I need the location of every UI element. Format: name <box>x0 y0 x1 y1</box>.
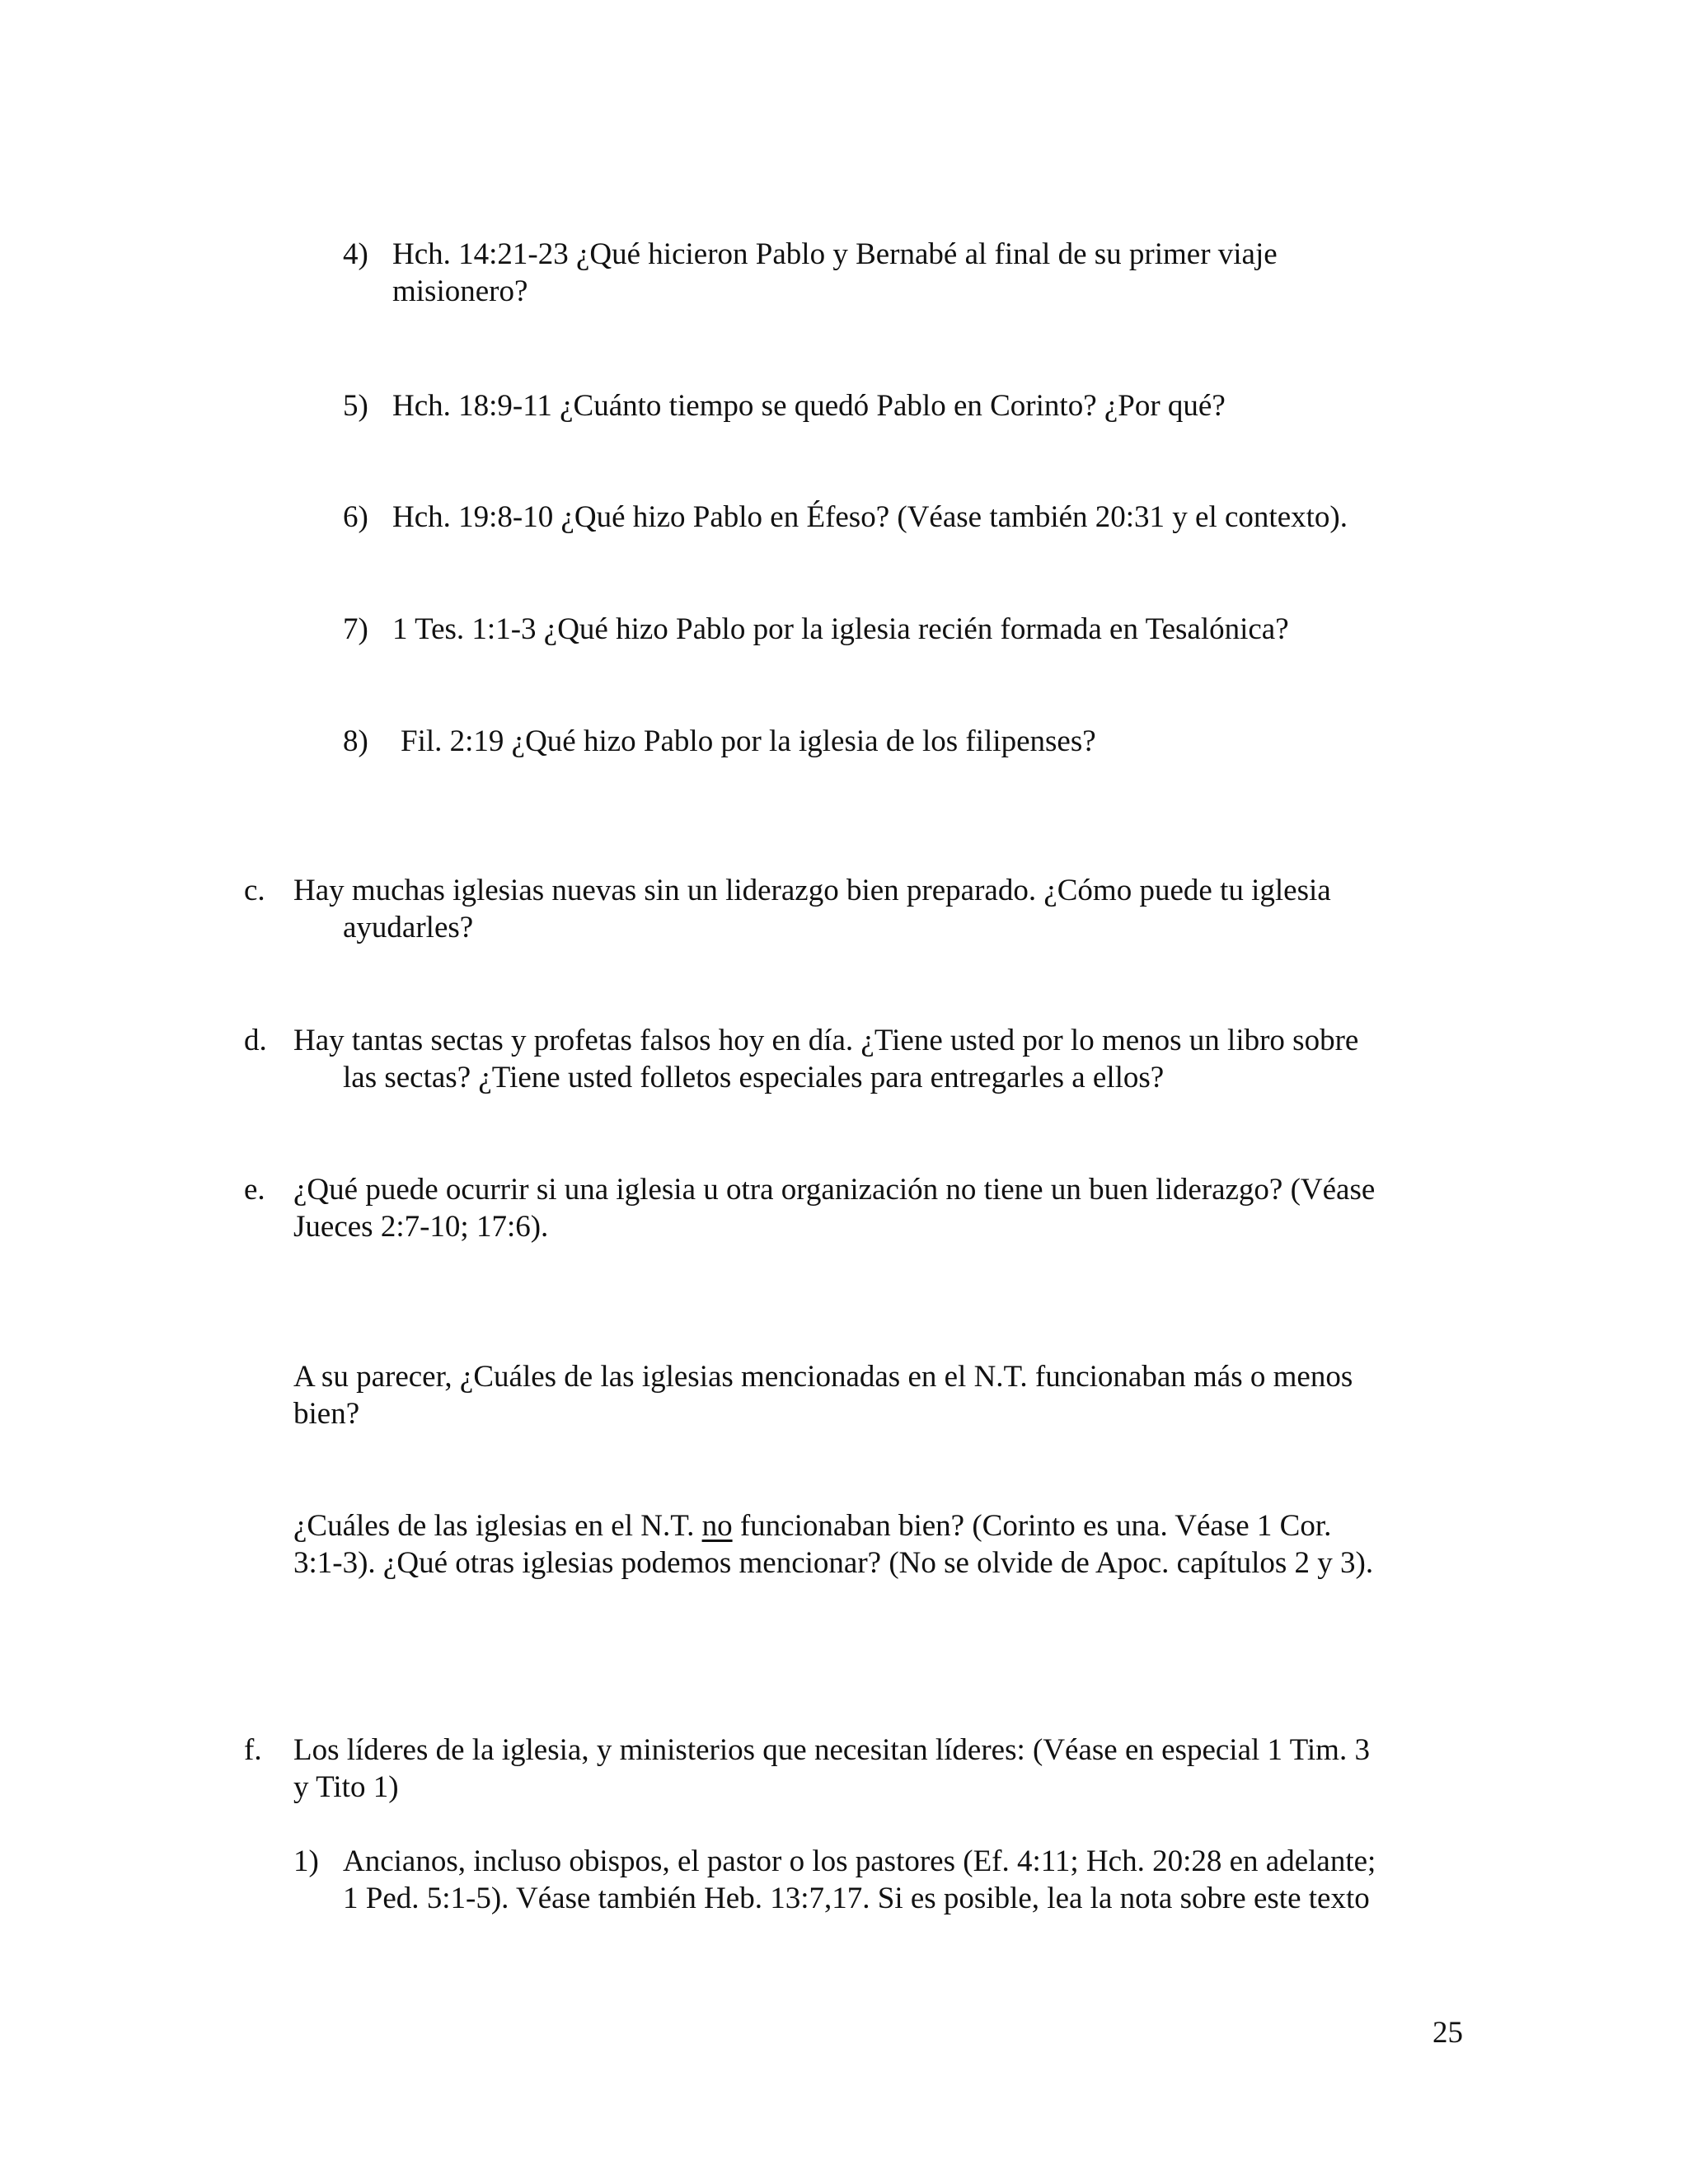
item-text-line: las sectas? ¿Tiene usted folletos especiales para entregarles a ellos? <box>343 1061 1165 1094</box>
item-text-line: Jueces 2:7-10; 17:6). <box>293 1210 549 1244</box>
item-number: 5) <box>343 389 368 423</box>
item-letter: f. <box>244 1733 262 1767</box>
item-text-line: Hay tantas sectas y profetas falsos hoy en día. ¿Tiene usted por lo menos un libro sobre <box>293 1024 1359 1057</box>
item-number: 4) <box>343 237 368 271</box>
paragraph-line <box>293 1507 1331 1544</box>
item-text-line: Hch. 14:21-23 ¿Qué hicieron Pablo y Bernabé al final de su primer viaje <box>392 237 1278 271</box>
item-number: 6) <box>343 500 368 534</box>
item-text-line: Fil. 2:19 ¿Qué hizo Pablo por la iglesia de los filipenses? <box>401 724 1096 758</box>
item-text-line: Hch. 18:9-11 ¿Cuánto tiempo se quedó Pablo en Corinto? ¿Por qué? <box>392 389 1226 423</box>
page-number: 25 <box>1432 2016 1463 2050</box>
underlined-word: no <box>701 1509 733 1543</box>
item-text-line: Hch. 19:8-10 ¿Qué hizo Pablo en Éfeso? (Véase también 20:31 y el contexto). <box>392 500 1348 534</box>
paragraph-line: bien? <box>293 1397 360 1431</box>
item-text-line: Los líderes de la iglesia, y ministerios que necesitan líderes: (Véase en especial 1 Tim. 3 <box>293 1733 1370 1767</box>
item-number: 1) <box>293 1844 319 1878</box>
item-text-line: ¿Qué puede ocurrir si una iglesia u otra organización no tiene un buen liderazgo? (Véase <box>293 1173 1376 1207</box>
item-text-line: 1 Tes. 1:1-3 ¿Qué hizo Pablo por la iglesia recién formada en Tesalónica? <box>392 612 1289 646</box>
item-letter: c. <box>244 874 265 907</box>
paragraph-line: A su parecer, ¿Cuáles de las iglesias mencionadas en el N.T. funcionaban más o menos <box>293 1360 1353 1394</box>
item-text-line: Ancianos, incluso obispos, el pastor o los pastores (Ef. 4:11; Hch. 20:28 en adelante; <box>343 1844 1376 1878</box>
text-segment: funcionaban bien? (Corinto es una. Véase 1 Cor. <box>732 1509 1332 1543</box>
item-text-line: misionero? <box>392 274 528 308</box>
paragraph-line: 3:1-3). ¿Qué otras iglesias podemos mencionar? (No se olvide de Apoc. capítulos 2 y 3). <box>293 1546 1374 1580</box>
item-text-line: 1 Ped. 5:1-5). Véase también Heb. 13:7,17. Si es posible, lea la nota sobre este texto <box>343 1882 1370 1915</box>
item-text-line: Hay muchas iglesias nuevas sin un liderazgo bien preparado. ¿Cómo puede tu iglesia <box>293 874 1331 907</box>
text-segment: ¿Cuáles de las iglesias en el N.T. <box>293 1509 702 1543</box>
item-number: 8) <box>343 724 368 758</box>
item-text-line: ayudarles? <box>343 911 474 944</box>
item-number: 7) <box>343 612 368 646</box>
item-text-line: y Tito 1) <box>293 1770 399 1804</box>
item-letter: e. <box>244 1173 265 1207</box>
item-letter: d. <box>244 1024 267 1057</box>
